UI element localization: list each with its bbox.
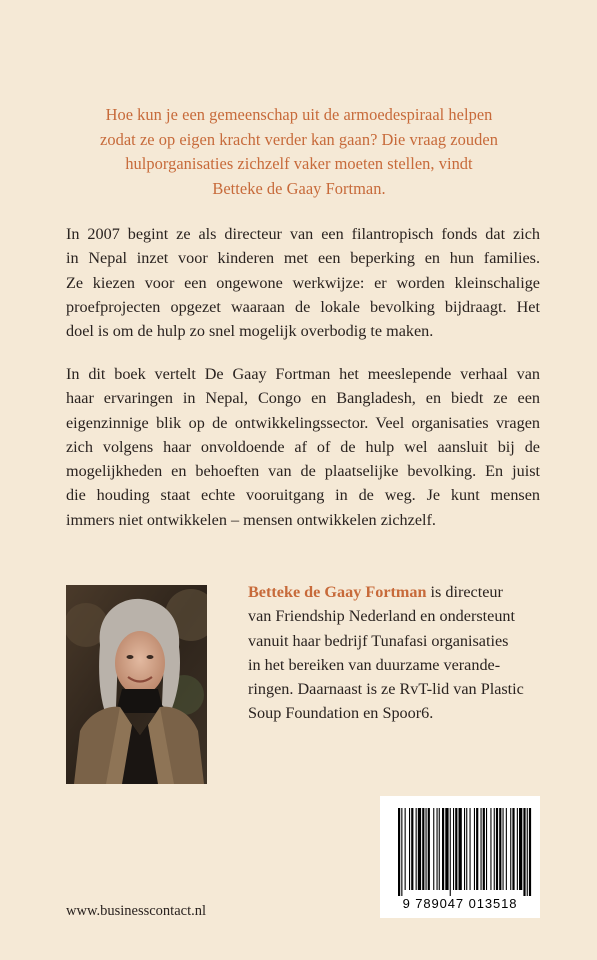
barcode-bar	[529, 808, 531, 896]
barcode-bar	[445, 808, 448, 890]
barcode-bar	[428, 808, 430, 890]
barcode-bar	[453, 808, 454, 890]
bio-line: in het bereiken van duurzame verande-	[248, 655, 501, 674]
bio-line: vanuit haar bedrijf Tunafasi organisaties	[248, 631, 509, 650]
barcode-bar	[494, 808, 495, 890]
paragraph-line: In 2007 begint ze als directeur van een filantropisch fonds dat zich	[66, 225, 540, 243]
barcode-bar	[506, 808, 507, 890]
paragraph-line: in Nepal inzet voor kinderen met een beperking en hun families.	[66, 249, 540, 268]
barcode-bar	[512, 808, 514, 890]
paragraph-line: eigenzinnige blik op de ontwikkelingssector. Veel organisaties vragen	[66, 413, 540, 432]
barcode-bar	[510, 808, 511, 890]
barcode-bar	[499, 808, 501, 890]
barcode-bar	[401, 808, 402, 896]
summary-paragraph-2	[66, 362, 540, 532]
barcode-bar	[523, 808, 525, 896]
paragraph-line: zich volgens haar onvoldoende af of de hulp wel aansluit bij de	[66, 437, 540, 456]
bio-line: van Friendship Nederland en ondersteunt	[248, 607, 516, 626]
barcode-bar	[426, 808, 427, 890]
intro-line: zodat ze op eigen kracht verder kan gaan? Die vraag zouden	[100, 129, 498, 149]
barcode-bar	[486, 808, 487, 890]
barcode-bar	[481, 808, 482, 890]
barcode-bars	[380, 796, 540, 896]
paragraph-line: proefprojecten opgezet waaraan de lokale bevolking bijdraagt. Het	[66, 297, 540, 316]
barcode-bar	[437, 808, 438, 890]
barcode-bar	[433, 808, 434, 890]
paragraph-line: haar ervaringen in Nepal, Congo en Bangladesh, en biedt ze een	[66, 389, 540, 408]
isbn-barcode	[380, 796, 540, 918]
paragraph-line: mogelijkheden en behoeften van de plaatselijke bevolking. En juist	[66, 462, 540, 481]
bio-first-line	[248, 580, 538, 604]
barcode-bar	[517, 808, 518, 890]
barcode-bar	[466, 808, 467, 890]
intro-line: hulporganisaties zichzelf vaker moeten stellen, vindt	[125, 154, 473, 173]
barcode-bar	[503, 808, 504, 890]
barcode-bar	[422, 808, 424, 890]
barcode-bar	[496, 808, 498, 890]
barcode-bar	[483, 808, 485, 890]
isbn-number: 9 789047 013518	[402, 896, 518, 911]
intro-line: Hoe kun je een gemeenschap uit de armoedespiraal helpen	[105, 105, 493, 124]
barcode-bar	[476, 808, 478, 890]
paragraph-line: Ze kiezen voor een ongewone werkwijze: er worden kleinschalige	[66, 273, 540, 292]
barcode-bar	[398, 808, 400, 896]
author-bio	[248, 580, 538, 726]
barcode-bar	[439, 808, 440, 890]
barcode-bar	[409, 808, 410, 890]
barcode-bar	[418, 808, 421, 890]
summary-paragraph-1	[66, 222, 540, 343]
paragraph-line: die houding staat echte vooruitgang in de weg. Je kunt mensen	[66, 486, 540, 505]
intro-line: Betteke de Gaay Fortman.	[212, 178, 386, 198]
bio-line-rest: is directeur	[426, 583, 503, 601]
author-photo	[66, 585, 207, 784]
barcode-bar	[490, 808, 491, 890]
intro-blurb	[70, 103, 528, 201]
barcode-bar	[416, 808, 417, 890]
publisher-url: www.businesscontact.nl	[66, 903, 207, 919]
barcode-bar	[474, 808, 475, 890]
paragraph-line: In dit boek vertelt De Gaay Fortman het meeslepende verhaal van	[66, 365, 540, 383]
paragraph-line: immers niet ontwikkelen – mensen ontwikkelen zichzelf.	[66, 510, 436, 529]
author-name: Betteke de Gaay Fortman	[248, 583, 427, 601]
bio-line: Soup Foundation en Spoor6.	[248, 704, 434, 723]
barcode-bar	[459, 808, 462, 890]
paragraph-line: doel is om de hulp zo snel mogelijk overbodig te maken.	[66, 322, 434, 341]
barcode-bar	[450, 808, 451, 896]
barcode-bar	[470, 808, 471, 890]
barcode-bar	[519, 808, 522, 890]
barcode-bar	[527, 808, 528, 896]
barcode-bar	[405, 808, 406, 890]
barcode-bar	[411, 808, 413, 890]
barcode-bar	[455, 808, 457, 890]
barcode-bar	[464, 808, 465, 890]
barcode-bar	[442, 808, 444, 890]
bio-line: ringen. Daarnaast is ze RvT-lid van Plastic	[248, 680, 524, 699]
